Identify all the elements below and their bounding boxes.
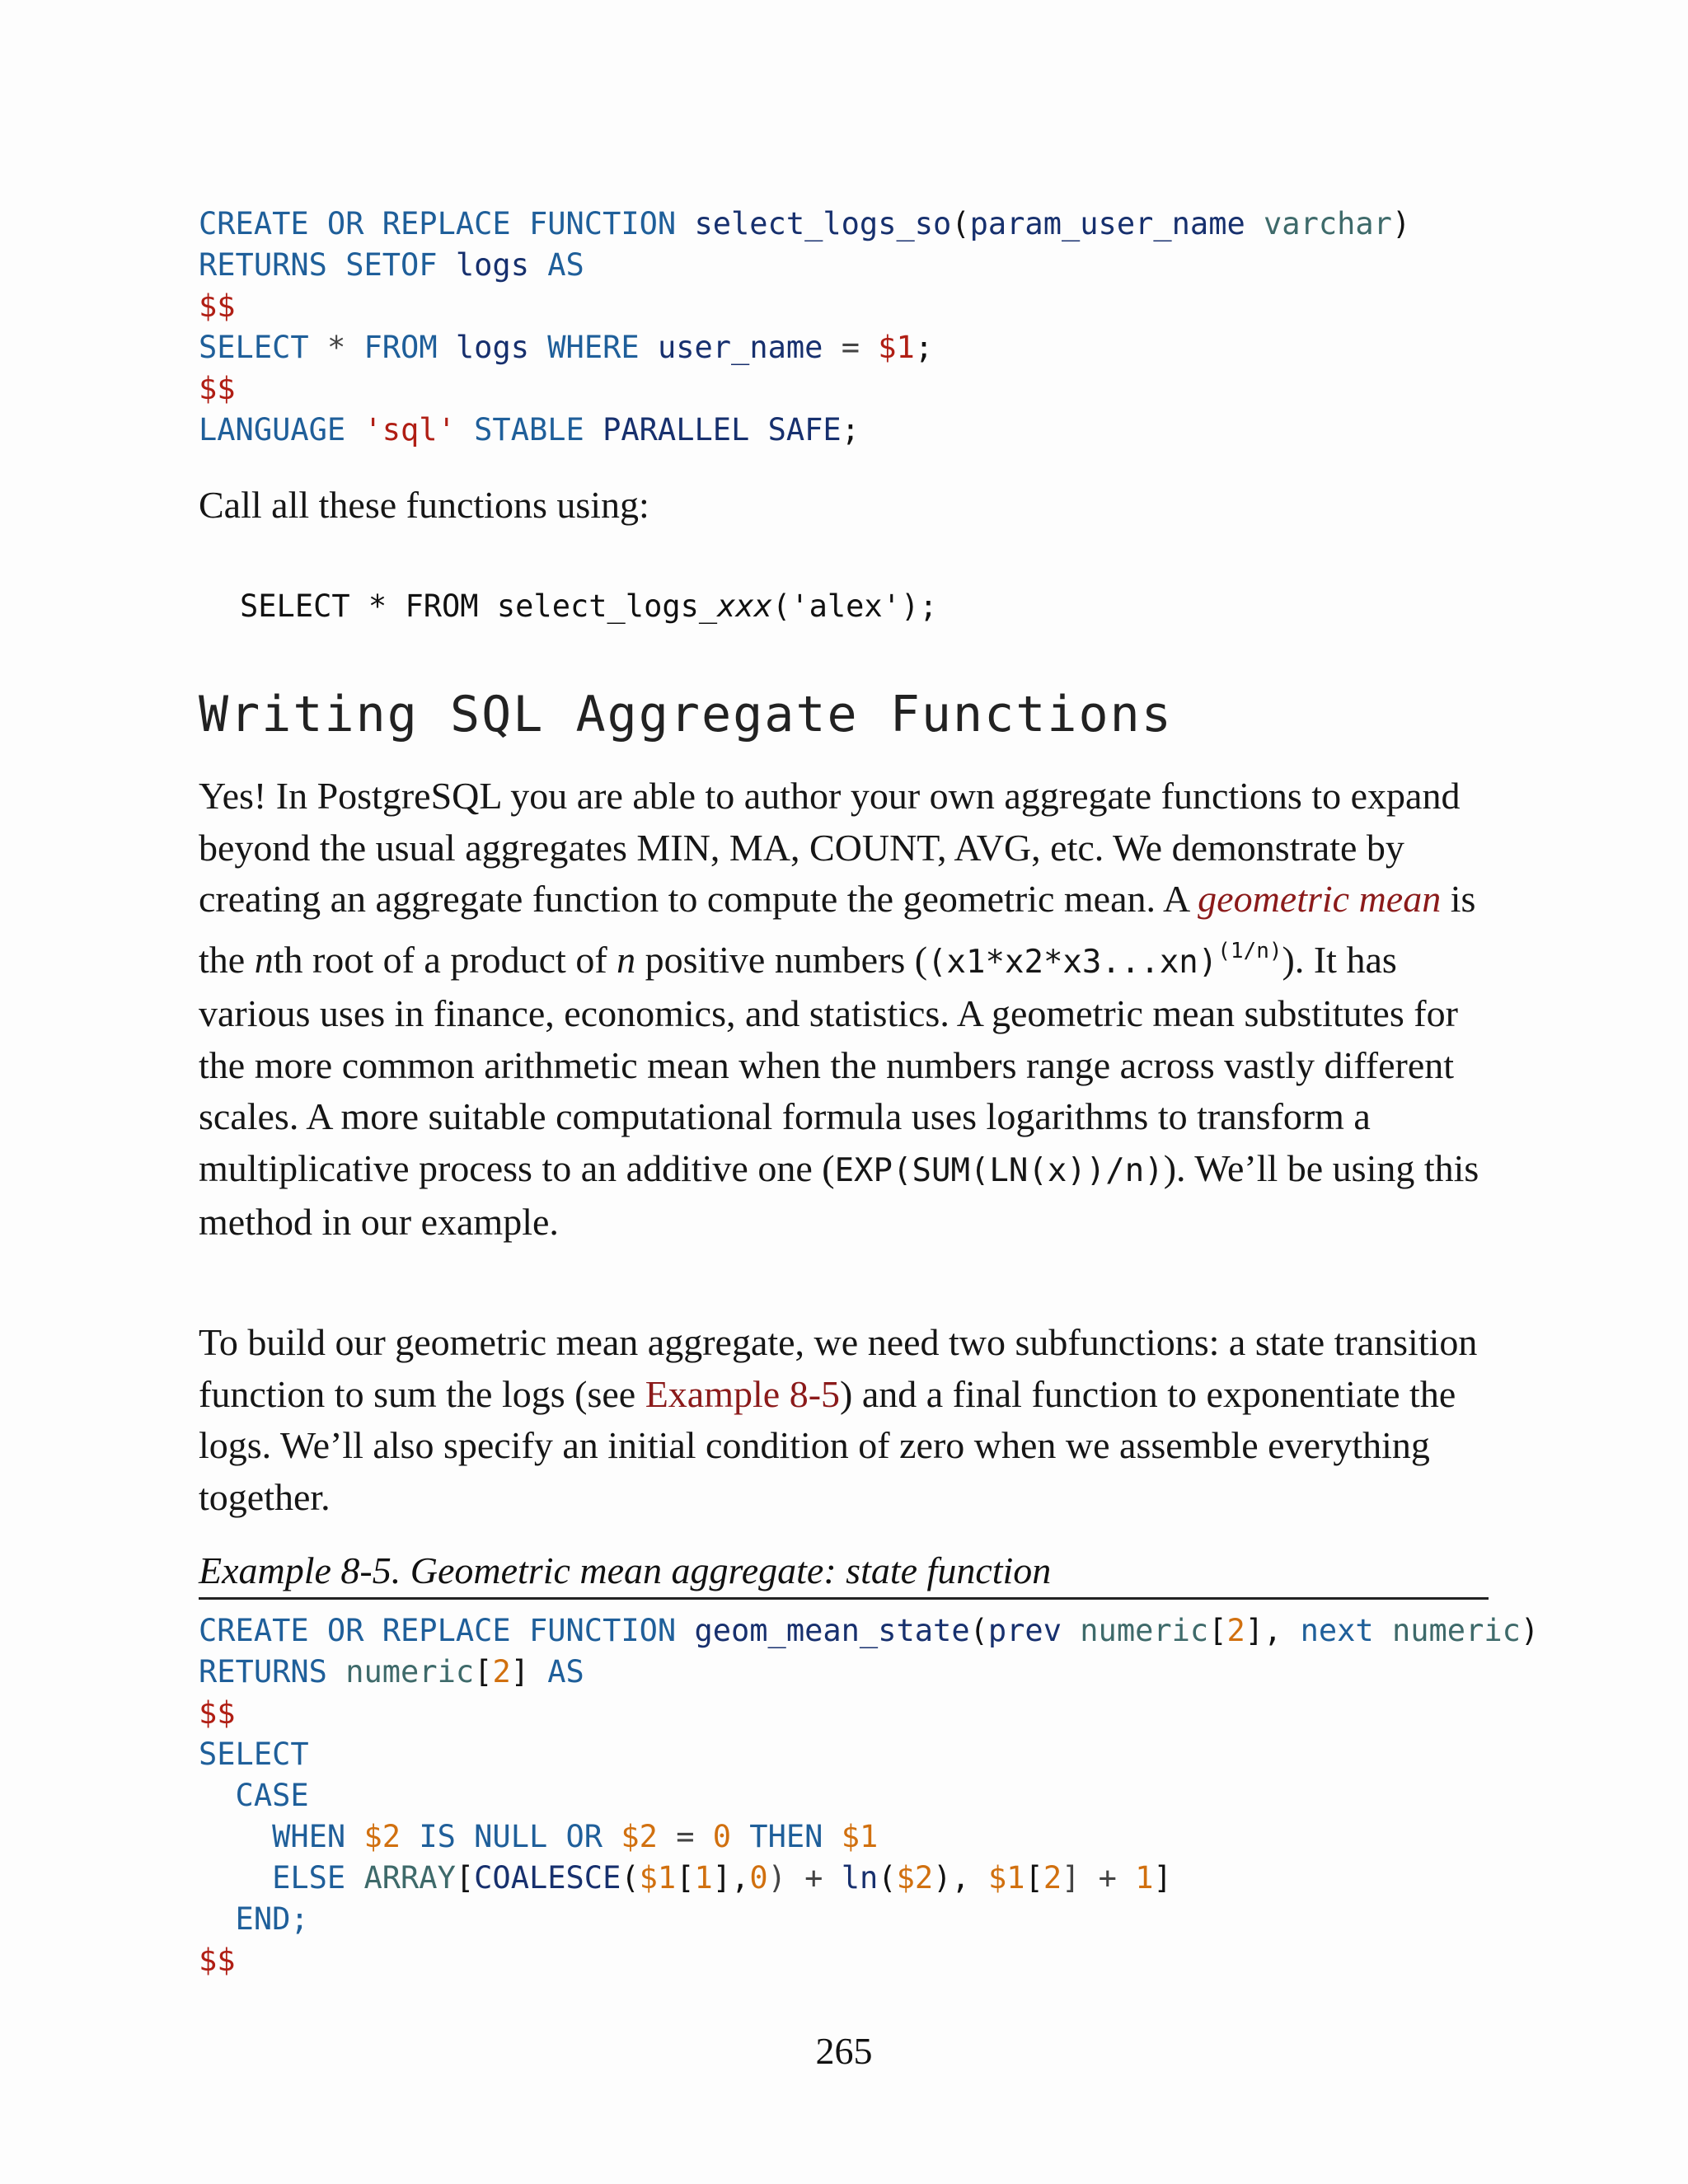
code-keyword: WHEN xyxy=(199,1819,364,1854)
code-punct: ), xyxy=(933,1860,988,1896)
code-punct: ], xyxy=(1245,1613,1301,1648)
code-type: ARRAY xyxy=(363,1860,456,1896)
code-operator: * xyxy=(326,330,364,365)
code-line xyxy=(199,1816,1539,1858)
code-identifier: logs xyxy=(455,330,529,365)
code-line xyxy=(199,1652,1539,1693)
code-keyword: CREATE OR REPLACE FUNCTION xyxy=(199,206,695,241)
code-param: $1 xyxy=(878,330,915,365)
code-punct: ] xyxy=(1153,1860,1172,1896)
code-text: SELECT * FROM select_logs_ xyxy=(240,588,718,624)
code-text: ('alex'); xyxy=(772,588,938,624)
code-line xyxy=(199,1734,1539,1775)
code-param: $1 xyxy=(639,1860,677,1896)
text-run: To build our geometric mean aggregate, we need two subfunctions: a state transition function to sum the logs (see xyxy=(199,1321,1478,1415)
code-placeholder: xxx xyxy=(717,588,773,624)
code-keyword: RETURNS xyxy=(199,1654,346,1690)
code-operator: = xyxy=(823,330,879,365)
code-type: numeric xyxy=(1080,1613,1209,1648)
code-operator: ) + xyxy=(767,1860,842,1896)
code-punct: [ xyxy=(455,1860,475,1896)
code-line xyxy=(199,410,1410,451)
code-identifier: user_name xyxy=(657,330,823,365)
code-operator: ] + xyxy=(1062,1860,1136,1896)
code-keyword: CASE xyxy=(199,1778,309,1813)
code-line xyxy=(199,204,1410,245)
code-delimiter: $$ xyxy=(199,288,236,324)
inline-formula: (x1*x2*x3...xn) xyxy=(927,943,1218,981)
text-run: ). It has various uses in finance, economics, and statistics. A geometric mean substitutes for the more common arithmetic mean when the numbers range across vastly different scales. A more suitable computational formula uses logarithms to transform a multiplicative process to an additive one ( xyxy=(199,938,1458,1189)
paragraph-geometric-mean xyxy=(199,771,1493,1249)
inline-formula-superscript: (1/n) xyxy=(1217,938,1282,963)
text-run: th root of a product of xyxy=(273,938,617,981)
code-number: 2 xyxy=(1043,1860,1062,1896)
code-punct: ; xyxy=(914,330,934,365)
code-param: $1 xyxy=(987,1860,1025,1896)
code-string: 'sql' xyxy=(363,412,456,448)
code-punct: ] xyxy=(510,1654,548,1690)
code-punct: [ xyxy=(1208,1613,1227,1648)
code-line xyxy=(199,368,1410,410)
code-identifier: COALESCE xyxy=(474,1860,621,1896)
text-run: Yes! In PostgreSQL you are able to author your own aggregate functions to expand beyond the usual aggregates MIN, MA, COUNT, AVG, etc. We demonstrate by creating an aggregate function to compute the geometric mean. A xyxy=(199,775,1461,920)
code-call-example xyxy=(240,586,938,627)
code-type: varchar xyxy=(1264,206,1392,241)
text-variable: n xyxy=(254,938,274,981)
code-identifier: logs xyxy=(455,247,529,283)
code-type: numeric xyxy=(1391,1613,1521,1648)
code-keyword: AS xyxy=(528,247,584,283)
inline-formula: EXP(SUM(LN(x))/n) xyxy=(834,1151,1164,1189)
code-line xyxy=(199,286,1410,327)
code-line xyxy=(199,1775,1539,1816)
section-heading: Writing SQL Aggregate Functions xyxy=(199,686,1173,743)
code-punct: ], xyxy=(712,1860,750,1896)
code-number: 1 xyxy=(1135,1860,1154,1896)
page-number: 265 xyxy=(815,2030,873,2072)
code-space xyxy=(1245,206,1264,241)
code-punct: ( xyxy=(969,1613,988,1648)
code-delimiter: $$ xyxy=(199,1943,236,1978)
code-number: 1 xyxy=(694,1860,713,1896)
code-keyword: IS NULL OR xyxy=(401,1819,621,1854)
code-keyword: SELECT xyxy=(199,330,327,365)
paragraph-aggregate-build xyxy=(199,1317,1493,1523)
code-keyword: SELECT xyxy=(199,1736,309,1772)
code-identifier: prev xyxy=(987,1613,1062,1648)
code-line xyxy=(199,1610,1539,1652)
code-operator: = xyxy=(657,1819,713,1854)
code-line xyxy=(199,1940,1539,1981)
code-punct: ( xyxy=(621,1860,640,1896)
code-keyword: ELSE xyxy=(199,1860,364,1896)
code-param: $2 xyxy=(621,1819,658,1854)
code-identifier: param_user_name xyxy=(969,206,1245,241)
code-param: $2 xyxy=(363,1819,401,1854)
code-punct: ; xyxy=(841,412,860,448)
text-run: ). We’ll be using this method in our example. xyxy=(199,1146,1479,1243)
call-intro-text: Call all these functions using: xyxy=(199,484,649,526)
code-keyword: next xyxy=(1300,1613,1374,1648)
code-keyword: AS xyxy=(547,1654,584,1690)
code-punct: ( xyxy=(878,1860,897,1896)
code-number: 2 xyxy=(492,1654,511,1690)
code-identifier: geom_mean_state xyxy=(694,1613,970,1648)
code-number: 2 xyxy=(1226,1613,1245,1648)
text-run: positive numbers ( xyxy=(635,938,928,981)
code-punct: [ xyxy=(676,1860,695,1896)
term-link-geometric-mean[interactable]: geometric mean xyxy=(1198,878,1442,920)
code-keyword: END; xyxy=(199,1901,309,1937)
text-variable: n xyxy=(617,938,636,981)
code-punct: ( xyxy=(951,206,970,241)
code-line xyxy=(199,1693,1539,1734)
code-line xyxy=(199,1899,1539,1940)
code-line xyxy=(199,245,1410,286)
code-keyword: STABLE xyxy=(455,412,603,448)
text-run: is the xyxy=(199,878,1476,981)
code-punct: ) xyxy=(1391,206,1411,241)
code-punct: ) xyxy=(1520,1613,1540,1648)
code-keyword: RETURNS SETOF xyxy=(199,247,456,283)
code-type: numeric xyxy=(345,1654,475,1690)
code-space xyxy=(1062,1613,1080,1648)
code-keyword: LANGUAGE xyxy=(199,412,364,448)
code-keyword: CREATE OR REPLACE FUNCTION xyxy=(199,1613,695,1648)
code-line xyxy=(199,1858,1539,1899)
code-punct: [ xyxy=(1025,1860,1043,1896)
code-number: 0 xyxy=(712,1819,732,1854)
code-identifier: ln xyxy=(841,1860,879,1896)
code-keyword: FROM xyxy=(363,330,456,365)
code-line xyxy=(199,327,1410,368)
example-caption: Example 8-5. Geometric mean aggregate: state function xyxy=(199,1546,1489,1600)
code-number: 0 xyxy=(749,1860,768,1896)
code-block-geom-mean-state xyxy=(199,1610,1539,1981)
code-delimiter: $$ xyxy=(199,1695,236,1731)
code-punct: [ xyxy=(474,1654,493,1690)
code-param: $1 xyxy=(841,1819,879,1854)
code-space xyxy=(1374,1613,1392,1648)
example-8-5-link[interactable]: Example 8-5 xyxy=(645,1372,841,1415)
code-block-select-logs-so xyxy=(199,204,1410,451)
code-identifier: select_logs_so xyxy=(694,206,952,241)
code-param: $2 xyxy=(896,1860,934,1896)
code-identifier: PARALLEL SAFE xyxy=(603,412,842,448)
code-keyword: WHERE xyxy=(529,330,658,365)
code-delimiter: $$ xyxy=(199,371,236,406)
text-run: ) and a final function to exponentiate the logs. We’ll also specify an initial condition of zero when we assemble everything together. xyxy=(199,1372,1456,1518)
code-keyword: THEN xyxy=(731,1819,842,1854)
